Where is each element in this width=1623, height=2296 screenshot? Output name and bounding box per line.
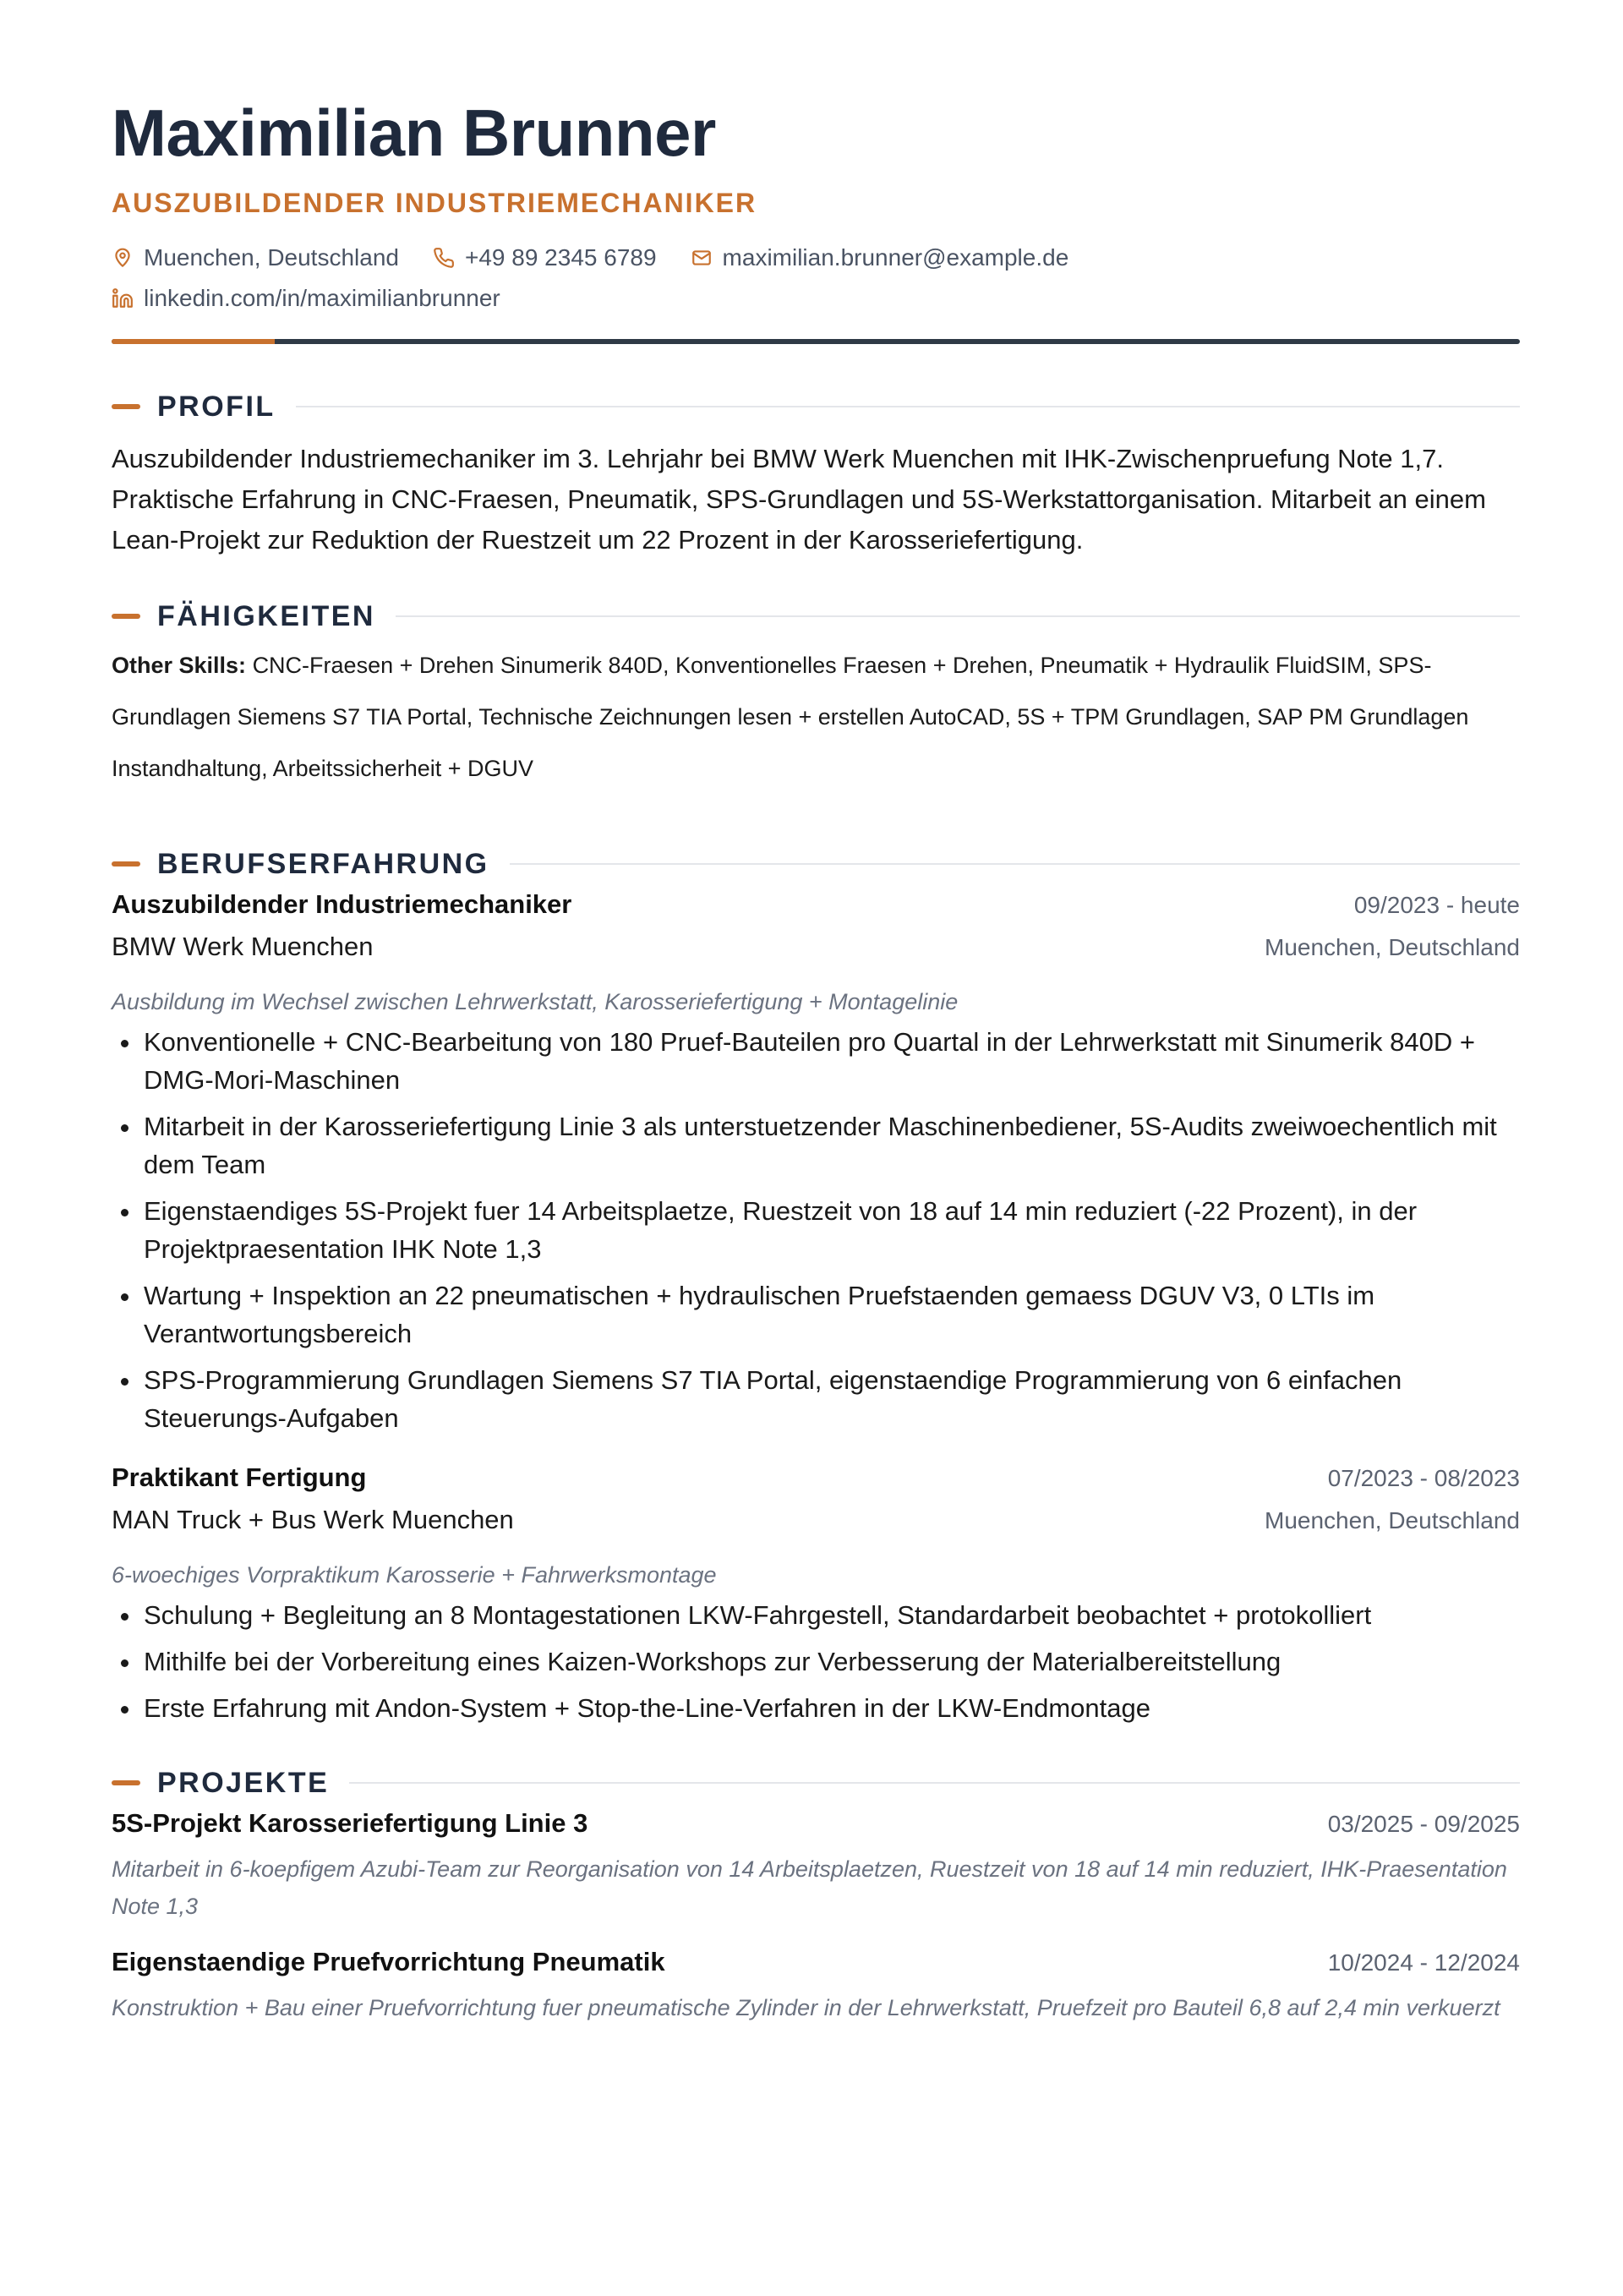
contact-linkedin[interactable] bbox=[112, 285, 500, 312]
bullet-item: • Wartung + Inspektion an 22 pneumatischen + hydraulischen Pruefstaenden gemaess DGUV V3, 0 LTIs im Verantwortungsbereich bbox=[142, 1276, 1520, 1353]
job-description: 6-woechiges Vorpraktikum Karosserie + Fahrwerksmontage bbox=[112, 1562, 717, 1588]
job-title: Praktikant Fertigung bbox=[112, 1462, 367, 1492]
section-dash bbox=[112, 614, 140, 619]
job-date: 07/2023 - 08/2023 bbox=[1327, 1465, 1520, 1491]
job-company: BMW Werk Muenchen bbox=[112, 932, 374, 961]
job-entry bbox=[112, 1462, 1520, 1727]
project-title: Eigenstaendige Pruefvorrichtung Pneumatik bbox=[112, 1947, 665, 1976]
section-dash bbox=[112, 861, 140, 866]
section-title-profile: PROFIL bbox=[157, 390, 276, 423]
projects-section bbox=[112, 1766, 1520, 2026]
section-dash bbox=[112, 404, 140, 409]
bullet-item: • Mitarbeit in der Karosseriefertigung Linie 3 als unterstuetzender Maschinenbediener, 5S-Audits zweiwoechentlich mit dem Team bbox=[142, 1107, 1520, 1184]
job-company: MAN Truck + Bus Werk Muenchen bbox=[112, 1505, 514, 1534]
job-entry bbox=[112, 889, 1520, 1437]
job-date: 09/2023 - heute bbox=[1353, 892, 1520, 918]
section-heading bbox=[112, 599, 1520, 633]
map-pin-icon bbox=[112, 247, 134, 269]
bullet-item: • Mithilfe bei der Vorbereitung eines Kaizen-Workshops zur Verbesserung der Materialbereitstellung bbox=[142, 1643, 1520, 1681]
job-bullets bbox=[112, 1596, 1520, 1727]
location-text: Muenchen, Deutschland bbox=[144, 244, 399, 271]
section-title-skills: FÄHIGKEITEN bbox=[157, 599, 375, 632]
project-date: 10/2024 - 12/2024 bbox=[1327, 1949, 1520, 1976]
job-location: Muenchen, Deutschland bbox=[1265, 934, 1520, 960]
section-heading bbox=[112, 390, 1520, 424]
section-rule bbox=[510, 863, 1520, 865]
project-description: Mitarbeit in 6-koepfigem Azubi-Team zur Reorganisation von 14 Arbeitsplaetzen, Ruestzeit von 18 auf 14 min reduziert, IHK-Praesentation Note 1,3 bbox=[112, 1856, 1507, 1919]
project-title: 5S-Projekt Karosseriefertigung Linie 3 bbox=[112, 1808, 588, 1838]
section-title-projects: PROJEKTE bbox=[157, 1766, 330, 1799]
mail-icon bbox=[691, 247, 713, 269]
bullet-item: • Erste Erfahrung mit Andon-System + Stop-the-Line-Verfahren in der LKW-Endmontage bbox=[142, 1689, 1520, 1727]
project-date: 03/2025 - 09/2025 bbox=[1327, 1811, 1520, 1837]
header-divider bbox=[112, 339, 1520, 344]
skills-label: Other Skills: bbox=[112, 653, 247, 678]
project-description: Konstruktion + Bau einer Pruefvorrichtung fuer pneumatische Zylinder in der Lehrwerkstatt, Pruefzeit pro Bauteil 6,8 auf 2,4 min verkuerzt bbox=[112, 1995, 1500, 2020]
profile-text: Auszubildender Industriemechaniker im 3. Lehrjahr bei BMW Werk Muenchen mit IHK-Zwischenpruefung Note 1,7. Praktische Erfahrung in CNC-Fraesen, Pneumatik, SPS-Grundlagen und 5S-Werkstattorganisation. Mitarbeit an einem Lean-Projekt zur Reduktion der Ruestzeit um 22 Prozent in der Karosseriefertigung. bbox=[112, 444, 1486, 555]
section-rule bbox=[396, 615, 1520, 617]
project-entry bbox=[112, 1808, 1520, 1925]
phone-text: +49 89 2345 6789 bbox=[464, 244, 657, 271]
contact-location bbox=[112, 244, 399, 271]
bullet-item: • Schulung + Begleitung an 8 Montagestationen LKW-Fahrgestell, Standardarbeit beobachtet + protokolliert bbox=[142, 1596, 1520, 1634]
section-heading bbox=[112, 1766, 1520, 1800]
bullet-item: • Konventionelle + CNC-Bearbeitung von 180 Pruef-Bauteilen pro Quartal in der Lehrwerkstatt mit Sinumerik 840D + DMG-Mori-Maschinen bbox=[142, 1023, 1520, 1099]
section-dash bbox=[112, 1780, 140, 1785]
header-divider-accent bbox=[112, 339, 275, 344]
bullet-item: • SPS-Programmierung Grundlagen Siemens S7 TIA Portal, eigenstaendige Programmierung von 6 einfachen Steuerungs-Aufgaben bbox=[142, 1361, 1520, 1437]
candidate-name: Maximilian Brunner bbox=[112, 96, 716, 170]
job-description: Ausbildung im Wechsel zwischen Lehrwerkstatt, Karosseriefertigung + Montagelinie bbox=[112, 989, 959, 1014]
project-entry bbox=[112, 1947, 1520, 2026]
job-title: Auszubildender Industriemechaniker bbox=[112, 889, 572, 919]
contact-info bbox=[112, 238, 1520, 319]
section-rule bbox=[296, 406, 1520, 407]
section-heading bbox=[112, 847, 1520, 881]
profile-section bbox=[112, 390, 1520, 560]
bullet-item: • Eigenstaendiges 5S-Projekt fuer 14 Arbeitsplaetze, Ruestzeit von 18 auf 14 min reduziert (-22 Prozent), in der Projektpraesentation IHK Note 1,3 bbox=[142, 1192, 1520, 1268]
experience-section bbox=[112, 847, 1520, 1727]
contact-email[interactable] bbox=[691, 244, 1069, 271]
phone-icon bbox=[433, 247, 455, 269]
job-bullets bbox=[112, 1023, 1520, 1437]
linkedin-text: linkedin.com/in/maximilianbrunner bbox=[144, 285, 500, 311]
job-location: Muenchen, Deutschland bbox=[1265, 1507, 1520, 1533]
skills-text bbox=[112, 640, 1520, 795]
skills-section bbox=[112, 599, 1520, 795]
contact-phone[interactable] bbox=[433, 244, 657, 271]
skills-list: CNC-Fraesen + Drehen Sinumerik 840D, Konventionelles Fraesen + Drehen, Pneumatik + Hydraulik FluidSIM, SPS-Grundlagen Siemens S7 TIA Portal, Technische Zeichnungen lesen + erstellen AutoCAD, 5S + TPM Grundlagen, SAP PM Grundlagen Instandhaltung, Arbeitssicherheit + DGUV bbox=[112, 653, 1469, 781]
email-text: maximilian.brunner@example.de bbox=[722, 244, 1069, 271]
linkedin-icon bbox=[112, 287, 134, 309]
job-subtitle: AUSZUBILDENDER INDUSTRIEMECHANIKER bbox=[112, 188, 757, 218]
section-title-experience: BERUFSERFAHRUNG bbox=[157, 847, 489, 880]
section-rule bbox=[349, 1782, 1520, 1784]
